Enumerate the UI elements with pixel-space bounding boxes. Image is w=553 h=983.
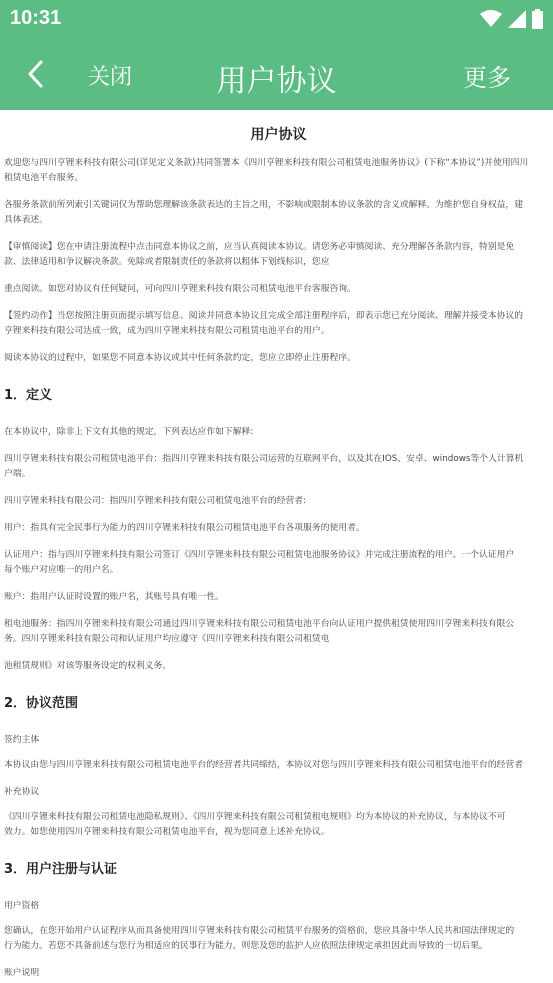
subheading: 签约主体 [4,735,40,745]
paragraph: 【审慎阅读】您在申请注册流程中点击同意本协议之前，应当认真阅读本协议。请您务必审慎阅读、充分理解各条款内容，特别是免 款、法律适用和争议解决条款。免除或者限制责任的条款将以粗体下划线标识，您应 [4,242,515,267]
subheading: 账户说明 [4,968,40,978]
app-header [0,0,553,110]
battery-icon [532,9,543,29]
wifi-icon [480,10,502,28]
more-button[interactable]: 更多 [463,64,511,92]
paragraph: 《四川亨锂来科技有限公司租赁电池隐私规则》、《四川亨锂来科技有限公司租赁租电规则》均为本协议的补充协议，与本协议不可 效力。如您使用四川亨锂来科技有限公司租赁电池平台，视为您同意上述补充协议。 [4,812,506,837]
section-heading: 3．用户注册与认证 [4,862,118,877]
paragraph: 各服务条款前所列索引关键词仅为帮助您理解该条款表达的主旨之用，不影响或限制本协议条款的含义或解释。为维护您自身权益，建 具体表述。 [4,200,524,225]
paragraph: 租电池服务：指四川亨锂来科技有限公司通过四川亨锂来科技有限公司租赁电池平台向认证用户提供租赁使用四川亨锂来科技有限公 务。四川亨锂来科技有限公司和认证用户均应遵守《四川亨锂来科技有限公司租赁电 [4,619,515,644]
agreement-content[interactable] [0,110,553,983]
status-time: 10:31 [10,7,62,29]
paragraph: 您确认，在您开始用户认证程序从而具备使用四川亨锂来科技有限公司租赁平台服务的资格前，您应具备中华人民共和国法律规定的 行为能力。若您不具备前述与您行为相适应的民事行为能力，则您及您的监护人应依照法律规定承担因此而导致的一切后果。 [4,926,515,951]
paragraph: 账户：指用户认证时设置的账户名，其账号具有唯一性。 [4,592,224,602]
paragraph: 池租赁规则》对该等服务设定的权利义务。 [4,661,172,671]
status-icons [480,9,543,29]
paragraph: 四川亨锂来科技有限公司租赁电池平台：指四川亨锂来科技有限公司运营的互联网平台，以及其在IOS、安卓、windows等个人计算机 户端。 [4,454,524,479]
page-title: 用户协议 [216,64,337,99]
paragraph: 认证用户：指与四川亨锂来科技有限公司签订《四川亨锂来科技有限公司租赁电池服务协议》并完成注册流程的用户。一个认证用户 每个账户对应唯一的用户名。 [4,550,515,575]
status-bar [0,0,553,38]
section-heading: 1．定义 [4,388,53,403]
subheading: 补充协议 [4,787,40,797]
close-button[interactable]: 关闭 [88,65,133,90]
section-heading: 2．协议范围 [4,696,79,711]
paragraph: 本协议由您与四川亨锂来科技有限公司租赁电池平台的经营者共同缔结，本协议对您与四川亨锂来科技有限公司租赁电池平台的经营者 [4,760,524,770]
document-title: 用户协议 [250,127,307,143]
subheading: 用户资格 [4,901,40,911]
paragraph: 阅读本协议的过程中，如果您不同意本协议或其中任何条款约定，您应立即停止注册程序。 [4,353,356,363]
nav-bar [0,38,553,110]
paragraph: 【签约动作】当您按照注册页面提示填写信息、阅读并同意本协议且完成全部注册程序后，即表示您已充分阅读、理解并接受本协议的 亨锂来科技有限公司达成一致，成为四川亨锂来科技有限公司租赁电池平台的用户。 [4,311,524,336]
paragraph: 在本协议中，除非上下文有其他的规定，下列表达应作如下解释: [4,427,254,437]
paragraph: 重点阅读。如您对协议有任何疑问，可向四川亨锂来科技有限公司租赁电池平台客服咨询。 [4,284,356,294]
paragraph: 欢迎您与四川亨锂来科技有限公司(详见定义条款)共同签署本《四川亨锂来科技有限公司租赁电池服务协议》(下称“本协议”)并使用四川 租赁电池平台服务。 [4,158,529,183]
signal-icon [508,10,526,28]
paragraph: 用户：指具有完全民事行为能力的四川亨锂来科技有限公司租赁电池平台各项服务的使用者。 [4,523,365,533]
paragraph: 四川亨锂来科技有限公司：指四川亨锂来科技有限公司租赁电池平台的经营者: [4,496,307,506]
